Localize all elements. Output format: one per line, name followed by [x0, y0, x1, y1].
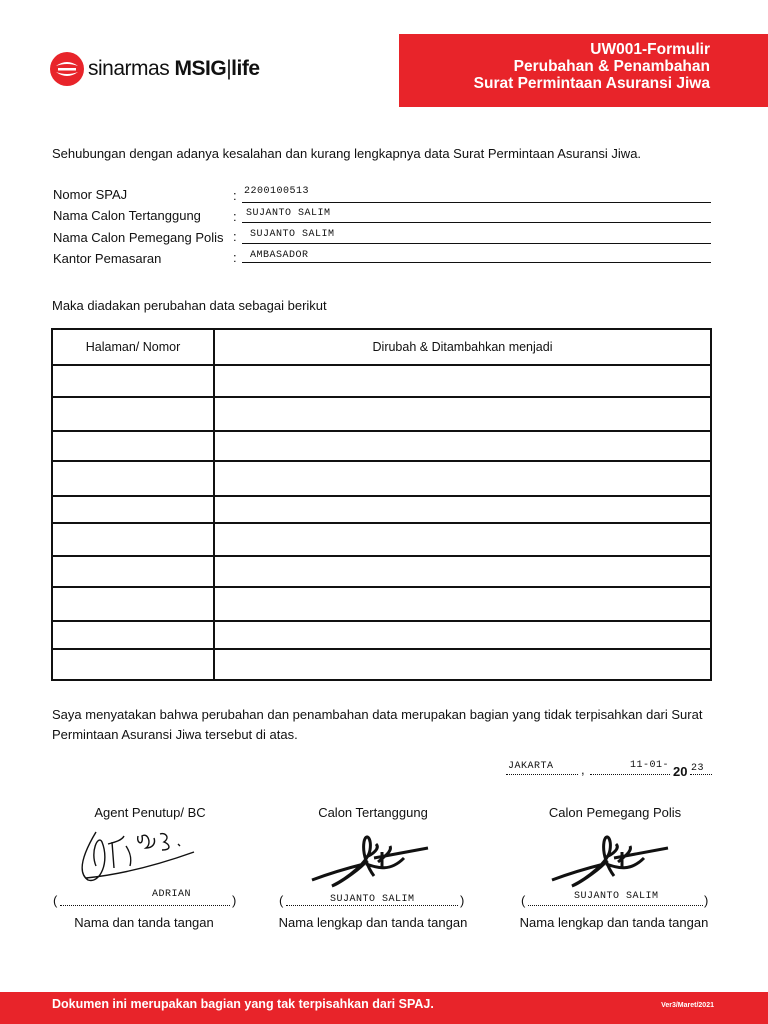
paren-close: ) — [704, 893, 709, 908]
signature-tertanggung-image — [308, 828, 433, 890]
signature-name-tertanggung: SUJANTO SALIM — [330, 894, 415, 905]
table-header-row — [52, 329, 711, 365]
section-title: Maka diadakan perubahan data sebagai berikut — [52, 298, 327, 313]
signature-caption-agent: Nama dan tanda tangan — [74, 915, 214, 930]
table-cell-perubahan[interactable] — [214, 461, 711, 496]
table-cell-perubahan[interactable] — [214, 649, 711, 680]
table-row — [52, 431, 711, 461]
paren-close: ) — [232, 893, 237, 908]
table-cell-perubahan[interactable] — [214, 621, 711, 649]
table-row — [52, 461, 711, 496]
table-row — [52, 556, 711, 587]
sinarmas-logo-icon — [50, 52, 84, 86]
table-cell-perubahan[interactable] — [214, 556, 711, 587]
declaration-statement: Saya menyatakan bahwa perubahan dan penambahan data merupakan bagian yang tidak terpisahkan dari Surat Permintaan Asuransi Jiwa tersebut di atas. — [52, 707, 703, 742]
place-dots — [506, 774, 578, 775]
intro-text: Sehubungan dengan adanya kesalahan dan kurang lengkapnya data Surat Permintaan Asuransi Jiwa. — [52, 146, 642, 161]
table-cell-perubahan[interactable] — [214, 431, 711, 461]
field-value-kantor: AMBASADOR — [250, 250, 309, 261]
signature-role-tertanggung: Calon Tertanggung — [318, 805, 428, 820]
signature-name-agent: ADRIAN — [152, 889, 192, 900]
form-code: UW001-Formulir — [590, 41, 710, 58]
table-cell-halaman[interactable] — [52, 496, 214, 523]
changes-table — [51, 328, 712, 681]
table-cell-perubahan[interactable] — [214, 523, 711, 556]
signature-name-dots — [60, 905, 230, 906]
date-dots — [590, 774, 670, 775]
field-underline — [242, 222, 711, 223]
brand-name: sinarmas MSIG|life — [88, 57, 260, 80]
field-underline — [242, 202, 711, 203]
table-cell-halaman[interactable] — [52, 556, 214, 587]
brand-logo — [50, 52, 260, 86]
table-cell-perubahan[interactable] — [214, 397, 711, 431]
form-title-line3: Surat Permintaan Asuransi Jiwa — [473, 75, 710, 92]
table-cell-halaman[interactable] — [52, 587, 214, 621]
footer-bar — [0, 992, 768, 1024]
paren-open: ( — [279, 893, 284, 908]
field-label-pemegang-polis: Nama Calon Pemegang Polis — [53, 230, 224, 245]
date-value: 11-01- — [630, 760, 670, 771]
year-prefix: 20 — [673, 764, 688, 779]
field-value-nomor-spaj: 2200100513 — [244, 186, 310, 197]
footer-version: Ver3/Maret/2021 — [661, 1002, 714, 1009]
table-row — [52, 523, 711, 556]
table-cell-halaman[interactable] — [52, 431, 214, 461]
table-row — [52, 649, 711, 680]
field-underline — [242, 243, 711, 244]
field-label-kantor: Kantor Pemasaran — [53, 251, 162, 266]
form-title-box — [399, 34, 768, 107]
place-city: JAKARTA — [508, 761, 554, 772]
table-row — [52, 397, 711, 431]
year-suffix: 23 — [691, 763, 705, 774]
signature-role-agent: Agent Penutup/ BC — [94, 805, 206, 820]
table-cell-perubahan[interactable] — [214, 496, 711, 523]
table-row — [52, 587, 711, 621]
field-colon: : — [233, 250, 237, 265]
table-cell-halaman[interactable] — [52, 461, 214, 496]
table-cell-halaman[interactable] — [52, 365, 214, 397]
field-value-pemegang-polis: SUJANTO SALIM — [250, 229, 335, 240]
table-header-halaman: Halaman/ Nomor — [52, 329, 214, 365]
field-colon: : — [233, 188, 237, 203]
field-label-tertanggung: Nama Calon Tertanggung — [53, 208, 201, 223]
signature-role-pemegang: Calon Pemegang Polis — [548, 805, 682, 820]
signature-pemegang-image — [548, 828, 673, 890]
table-row — [52, 365, 711, 397]
signature-name-dots — [286, 905, 458, 906]
field-label-nomor-spaj: Nomor SPAJ — [53, 187, 128, 202]
table-cell-perubahan[interactable] — [214, 365, 711, 397]
signature-caption-pemegang: Nama lengkap dan tanda tangan — [519, 915, 709, 930]
table-cell-perubahan[interactable] — [214, 587, 711, 621]
paren-close: ) — [460, 893, 465, 908]
table-cell-halaman[interactable] — [52, 621, 214, 649]
field-colon: : — [233, 229, 237, 244]
field-colon: : — [233, 209, 237, 224]
table-cell-halaman[interactable] — [52, 523, 214, 556]
footer-text: Dokumen ini merupakan bagian yang tak terpisahkan dari SPAJ. — [52, 997, 434, 1011]
table-cell-halaman[interactable] — [52, 397, 214, 431]
paren-open: ( — [521, 893, 526, 908]
signature-agent-image — [66, 822, 206, 894]
field-underline — [242, 262, 711, 263]
table-row — [52, 621, 711, 649]
year-dots — [690, 774, 712, 775]
paren-open: ( — [53, 893, 58, 908]
signature-name-dots — [528, 905, 703, 906]
signature-name-pemegang: SUJANTO SALIM — [574, 891, 659, 902]
table-cell-halaman[interactable] — [52, 649, 214, 680]
table-header-perubahan: Dirubah & Ditambahkan menjadi — [214, 329, 711, 365]
signature-caption-tertanggung: Nama lengkap dan tanda tangan — [278, 915, 468, 930]
place-comma: , — [581, 762, 585, 777]
form-title-line2: Perubahan & Penambahan — [513, 58, 710, 75]
field-value-tertanggung: SUJANTO SALIM — [246, 208, 331, 219]
table-row — [52, 496, 711, 523]
